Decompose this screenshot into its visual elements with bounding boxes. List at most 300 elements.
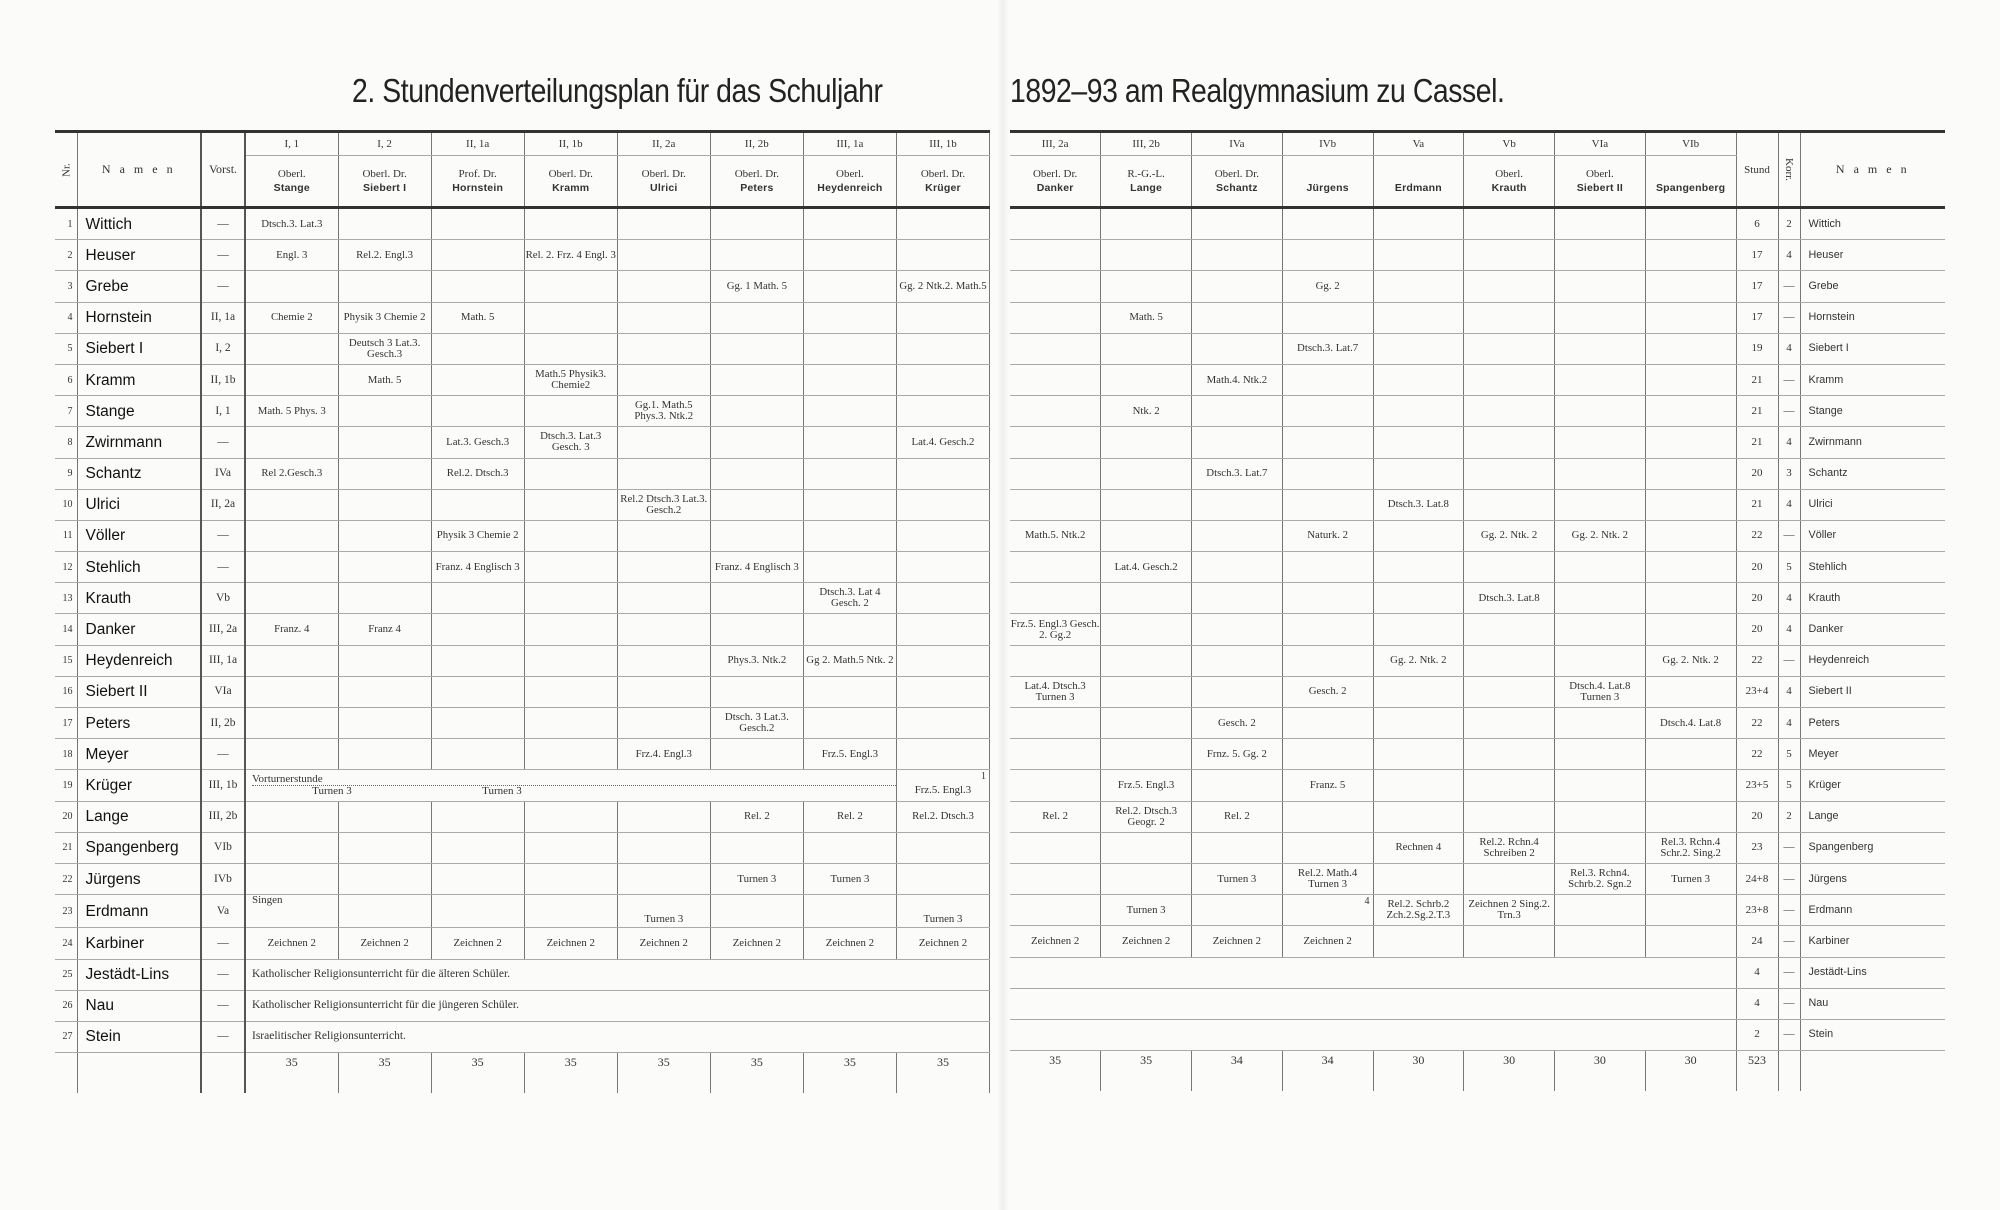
schedule-cell: Rel.2. Dtsch.3 Geogr. 2 bbox=[1101, 801, 1192, 832]
total-cell: 35 bbox=[803, 1053, 896, 1094]
class-header: II, 1a bbox=[431, 132, 524, 156]
teacher-name-cell-right: Jestädt-Lins bbox=[1800, 957, 1945, 988]
schedule-cell bbox=[1373, 801, 1464, 832]
schedule-cell bbox=[524, 676, 617, 707]
schedule-cell bbox=[803, 614, 896, 645]
teacher-title: Oberl. Dr. bbox=[1032, 168, 1078, 180]
schedule-cell bbox=[1101, 458, 1192, 489]
schedule-cell bbox=[1010, 832, 1101, 863]
row-number: 18 bbox=[55, 739, 77, 770]
schedule-cell-text: Zeichnen 2 Sing.2. Trn.3 bbox=[1468, 898, 1550, 922]
total-stunden: 523 bbox=[1736, 1051, 1778, 1092]
schedule-cell bbox=[1192, 427, 1283, 458]
row-number: 25 bbox=[55, 959, 77, 990]
schedule-cell bbox=[1010, 645, 1101, 676]
korr-cell: 2 bbox=[1778, 801, 1800, 832]
schedule-cell: Zeichnen 2 bbox=[896, 928, 989, 959]
schedule-cell bbox=[617, 614, 710, 645]
table-row bbox=[1010, 614, 1945, 645]
schedule-cell bbox=[617, 863, 710, 894]
totals-row bbox=[1010, 1051, 1945, 1092]
schedule-cell: Rel.2. Dtsch.3 bbox=[896, 801, 989, 832]
turnen-pair bbox=[252, 786, 896, 797]
schedule-cell: Frz.5. Engl.3 bbox=[1101, 770, 1192, 801]
schedule-cell bbox=[1282, 396, 1373, 427]
schedule-cell bbox=[617, 832, 710, 863]
teacher-name-cell: Krüger bbox=[77, 770, 201, 801]
schedule-cell bbox=[1373, 240, 1464, 271]
schedule-cell bbox=[1282, 708, 1373, 739]
schedule-cell bbox=[524, 333, 617, 364]
schedule-cell: Physik 3 Chemie 2 bbox=[431, 520, 524, 551]
schedule-cell bbox=[710, 208, 803, 240]
teacher-header bbox=[1464, 156, 1555, 208]
teacher-title: Oberl. bbox=[836, 168, 864, 180]
class-header: Va bbox=[1373, 132, 1464, 156]
table-row bbox=[1010, 520, 1945, 551]
schedule-cell bbox=[1645, 427, 1736, 458]
totals-row bbox=[55, 1053, 990, 1094]
table-row bbox=[55, 1021, 990, 1052]
schedule-cell bbox=[338, 708, 431, 739]
teacher-name-cell: Meyer bbox=[77, 739, 201, 770]
korr-cell: — bbox=[1778, 396, 1800, 427]
schedule-cell bbox=[896, 645, 989, 676]
schedule-cell bbox=[617, 302, 710, 333]
schedule-cell: Zeichnen 2 bbox=[338, 928, 431, 959]
stunden-cell: 22 bbox=[1736, 645, 1778, 676]
vorstand-cell: Vb bbox=[201, 583, 245, 614]
schedule-cell bbox=[338, 863, 431, 894]
header-nr: Nr. bbox=[55, 132, 77, 208]
row-number: 19 bbox=[55, 770, 77, 801]
header-namen-right: N a m e n bbox=[1800, 132, 1945, 208]
schedule-cell bbox=[896, 832, 989, 863]
wide-note-cont bbox=[1010, 957, 1736, 988]
vorstand-cell: III, 1b bbox=[201, 770, 245, 801]
schedule-cell: Dtsch.3. Lat.7 bbox=[1282, 333, 1373, 364]
schedule-cell bbox=[1555, 645, 1646, 676]
schedule-cell bbox=[617, 458, 710, 489]
schedule-cell: Rel.2. Dtsch.3 bbox=[431, 458, 524, 489]
row-number: 13 bbox=[55, 583, 77, 614]
schedule-cell bbox=[1192, 770, 1283, 801]
table-row bbox=[55, 990, 990, 1021]
teacher-name-cell-right: Krüger bbox=[1800, 770, 1945, 801]
schedule-cell bbox=[1101, 271, 1192, 302]
schedule-cell: Chemie 2 bbox=[245, 302, 338, 333]
vorstand-cell: III, 2a bbox=[201, 614, 245, 645]
teacher-name-cell-right: Danker bbox=[1800, 614, 1945, 645]
schedule-cell bbox=[710, 614, 803, 645]
page-fold bbox=[997, 0, 1009, 1210]
schedule-cell: Frz.5. Engl.3 bbox=[803, 739, 896, 770]
teacher-name-cell: Jestädt-Lins bbox=[77, 959, 201, 990]
vorstand-cell: — bbox=[201, 959, 245, 990]
schedule-cell: Dtsch.3. Lat.3 bbox=[245, 208, 338, 240]
schedule-cell bbox=[710, 364, 803, 395]
schedule-cell bbox=[1101, 614, 1192, 645]
schedule-cell bbox=[617, 333, 710, 364]
schedule-cell: Turnen 3 bbox=[803, 863, 896, 894]
schedule-cell: Turnen 3 bbox=[1645, 863, 1736, 894]
schedule-cell bbox=[803, 676, 896, 707]
total-cell: 35 bbox=[896, 1053, 989, 1094]
teacher-name-cell: Stehlich bbox=[77, 552, 201, 583]
table-row bbox=[55, 552, 990, 583]
teacher-header bbox=[1373, 156, 1464, 208]
schedule-cell bbox=[710, 302, 803, 333]
vorstand-cell: II, 1a bbox=[201, 302, 245, 333]
schedule-cell bbox=[803, 520, 896, 551]
schedule-cell bbox=[1555, 364, 1646, 395]
schedule-cell: Gg. 2. Ntk. 2 bbox=[1555, 520, 1646, 551]
schedule-cell bbox=[1192, 208, 1283, 240]
teacher-header bbox=[1555, 156, 1646, 208]
schedule-cell bbox=[1101, 863, 1192, 894]
schedule-cell bbox=[896, 863, 989, 894]
teacher-header bbox=[431, 156, 524, 208]
korr-cell: 4 bbox=[1778, 708, 1800, 739]
row-number: 27 bbox=[55, 1021, 77, 1052]
schedule-cell bbox=[1464, 208, 1555, 240]
schedule-cell bbox=[1010, 396, 1101, 427]
teacher-header bbox=[1645, 156, 1736, 208]
schedule-cell bbox=[245, 520, 338, 551]
schedule-cell bbox=[1373, 271, 1464, 302]
schedule-cell bbox=[710, 427, 803, 458]
schedule-cell bbox=[1555, 333, 1646, 364]
schedule-cell: Zeichnen 2 bbox=[803, 928, 896, 959]
schedule-cell bbox=[1192, 552, 1283, 583]
schedule-cell bbox=[1464, 396, 1555, 427]
schedule-cell bbox=[1555, 458, 1646, 489]
teacher-header bbox=[1192, 156, 1283, 208]
korr-cell: — bbox=[1778, 926, 1800, 957]
row-number: 26 bbox=[55, 990, 77, 1021]
table-row bbox=[55, 427, 990, 458]
teacher-name-cell: Karbiner bbox=[77, 928, 201, 959]
schedule-cell: Lat.4. Gesch.2 bbox=[1101, 552, 1192, 583]
schedule-cell: Rel.2. Engl.3 bbox=[338, 240, 431, 271]
schedule-cell bbox=[245, 552, 338, 583]
vorstand-cell: — bbox=[201, 520, 245, 551]
schedule-cell-text: Turnen 3 bbox=[644, 913, 684, 926]
row-number: 16 bbox=[55, 676, 77, 707]
teacher-name-cell: Stein bbox=[77, 1021, 201, 1052]
schedule-cell bbox=[1192, 271, 1283, 302]
table-row bbox=[1010, 208, 1945, 240]
singen-label: Singen bbox=[252, 894, 283, 907]
schedule-cell bbox=[1282, 552, 1373, 583]
schedule-cell bbox=[1645, 458, 1736, 489]
teacher-name: Danker bbox=[1036, 182, 1074, 194]
schedule-cell: Math. 5 bbox=[431, 302, 524, 333]
row-number: 4 bbox=[55, 302, 77, 333]
schedule-cell bbox=[1464, 427, 1555, 458]
schedule-cell: Gg. 2 Ntk.2. Math.5 bbox=[896, 271, 989, 302]
schedule-cell bbox=[710, 832, 803, 863]
schedule-cell: Rel. 2 bbox=[710, 801, 803, 832]
row-number: 21 bbox=[55, 832, 77, 863]
schedule-cell: Gg. 2. Ntk. 2 bbox=[1464, 520, 1555, 551]
schedule-cell: Rel.3. Rchn.4 Schr.2. Sing.2 bbox=[1645, 832, 1736, 863]
schedule-cell bbox=[617, 427, 710, 458]
teacher-name-cell-right: Hornstein bbox=[1800, 302, 1945, 333]
teacher-name-cell: Schantz bbox=[77, 458, 201, 489]
teacher-header bbox=[1101, 156, 1192, 208]
teacher-name-cell: Siebert I bbox=[77, 333, 201, 364]
teacher-name: Stange bbox=[273, 182, 310, 194]
teacher-name-cell-right: Meyer bbox=[1800, 739, 1945, 770]
stunden-cell: 4 bbox=[1736, 957, 1778, 988]
schedule-cell bbox=[1645, 895, 1736, 926]
row-number: 12 bbox=[55, 552, 77, 583]
teacher-title: Oberl. Dr. bbox=[641, 168, 686, 180]
row-number: 6 bbox=[55, 364, 77, 395]
teacher-title: Oberl. Dr. bbox=[1214, 168, 1260, 180]
schedule-cell bbox=[803, 552, 896, 583]
schedule-cell bbox=[1101, 583, 1192, 614]
schedule-cell bbox=[338, 583, 431, 614]
schedule-cell bbox=[524, 302, 617, 333]
table-row bbox=[55, 489, 990, 520]
table-row bbox=[1010, 1019, 1945, 1050]
schedule-table-left bbox=[55, 130, 990, 1093]
schedule-cell bbox=[1192, 832, 1283, 863]
schedule-cell bbox=[1101, 489, 1192, 520]
schedule-cell bbox=[1101, 645, 1192, 676]
class-header: II, 2a bbox=[617, 132, 710, 156]
total-cell: 35 bbox=[1010, 1051, 1101, 1092]
table-row bbox=[55, 271, 990, 302]
schedule-cell bbox=[338, 489, 431, 520]
schedule-cell bbox=[1555, 302, 1646, 333]
schedule-cell bbox=[524, 520, 617, 551]
schedule-cell bbox=[1464, 552, 1555, 583]
schedule-cell bbox=[1645, 583, 1736, 614]
teacher-name: Erdmann bbox=[1394, 182, 1442, 194]
row-number: 24 bbox=[55, 928, 77, 959]
schedule-cell bbox=[1192, 489, 1283, 520]
schedule-cell bbox=[1645, 240, 1736, 271]
teacher-name-cell-right: Stein bbox=[1800, 1019, 1945, 1050]
schedule-cell bbox=[617, 520, 710, 551]
table-row bbox=[55, 583, 990, 614]
schedule-cell bbox=[1010, 895, 1101, 926]
schedule-cell bbox=[524, 645, 617, 676]
teacher-name-cell-right: Ulrici bbox=[1800, 489, 1945, 520]
teacher-header bbox=[896, 156, 989, 208]
schedule-cell bbox=[1101, 739, 1192, 770]
schedule-cell bbox=[338, 801, 431, 832]
vorstand-cell: I, 1 bbox=[201, 396, 245, 427]
title-right: 1892–93 am Realgymnasium zu Cassel. bbox=[1010, 72, 1505, 109]
schedule-cell bbox=[524, 208, 617, 240]
schedule-cell bbox=[431, 208, 524, 240]
schedule-cell bbox=[431, 583, 524, 614]
schedule-cell bbox=[524, 396, 617, 427]
schedule-cell bbox=[1645, 676, 1736, 707]
schedule-cell bbox=[1464, 863, 1555, 894]
schedule-cell: Rel.2. Math.4 Turnen 3 bbox=[1282, 863, 1373, 894]
teacher-name-cell-right: Spangenberg bbox=[1800, 832, 1945, 863]
schedule-cell bbox=[617, 676, 710, 707]
schedule-cell bbox=[1645, 302, 1736, 333]
schedule-cell bbox=[1645, 552, 1736, 583]
schedule-cell: Gg. 2 bbox=[1282, 271, 1373, 302]
row-number: 7 bbox=[55, 396, 77, 427]
teacher-name-cell-right: Lange bbox=[1800, 801, 1945, 832]
schedule-cell bbox=[1555, 708, 1646, 739]
teacher-name-cell-right: Völler bbox=[1800, 520, 1945, 551]
schedule-cell: Math. 5 Phys. 3 bbox=[245, 396, 338, 427]
teacher-name: Schantz bbox=[1216, 182, 1258, 194]
korr-cell: 3 bbox=[1778, 458, 1800, 489]
class-header: I, 1 bbox=[245, 132, 338, 156]
schedule-cell bbox=[1464, 708, 1555, 739]
schedule-cell bbox=[1464, 271, 1555, 302]
class-header: III, 2b bbox=[1101, 132, 1192, 156]
total-cell: 30 bbox=[1555, 1051, 1646, 1092]
schedule-cell bbox=[803, 396, 896, 427]
teacher-name-cell: Siebert II bbox=[77, 676, 201, 707]
table-row bbox=[55, 863, 990, 894]
teacher-name-cell-right: Erdmann bbox=[1800, 895, 1945, 926]
table-row bbox=[55, 928, 990, 959]
schedule-cell: Dtsch.4. Lat.8 bbox=[1645, 708, 1736, 739]
schedule-cell: Dtsch.3. Lat.8 bbox=[1373, 489, 1464, 520]
vorstand-cell: II, 1b bbox=[201, 364, 245, 395]
stunden-cell: 23+4 bbox=[1736, 676, 1778, 707]
teacher-name-cell-right: Krauth bbox=[1800, 583, 1945, 614]
totals-blank bbox=[1800, 1051, 1945, 1092]
table-row bbox=[1010, 645, 1945, 676]
teacher-title: Oberl. bbox=[277, 168, 306, 180]
schedule-cell: Dtsch.3. Lat.3 Gesch. 3 bbox=[524, 427, 617, 458]
stunden-cell: 22 bbox=[1736, 708, 1778, 739]
schedule-cell bbox=[1010, 208, 1101, 240]
class-header: Vb bbox=[1464, 132, 1555, 156]
stunden-cell: 20 bbox=[1736, 458, 1778, 489]
schedule-cell: Franz. 4 Englisch 3 bbox=[431, 552, 524, 583]
teacher-name: Kramm bbox=[552, 182, 590, 194]
schedule-cell bbox=[431, 832, 524, 863]
table-row bbox=[1010, 364, 1945, 395]
schedule-cell bbox=[1010, 240, 1101, 271]
schedule-cell bbox=[1192, 676, 1283, 707]
korr-cell: 5 bbox=[1778, 770, 1800, 801]
korr-cell: 4 bbox=[1778, 489, 1800, 520]
schedule-cell bbox=[245, 489, 338, 520]
schedule-cell bbox=[1555, 396, 1646, 427]
schedule-cell bbox=[431, 708, 524, 739]
schedule-cell bbox=[1010, 489, 1101, 520]
teacher-name-cell: Heuser bbox=[77, 240, 201, 271]
table-row bbox=[1010, 676, 1945, 707]
schedule-cell bbox=[896, 676, 989, 707]
schedule-cell bbox=[1010, 364, 1101, 395]
teacher-header bbox=[524, 156, 617, 208]
schedule-cell bbox=[1645, 739, 1736, 770]
schedule-cell: Gg. 2. Ntk. 2 bbox=[1645, 645, 1736, 676]
schedule-cell: Lat.4. Gesch.2 bbox=[896, 427, 989, 458]
schedule-cell: Dtsch. 3 Lat.3. Gesch.2 bbox=[710, 708, 803, 739]
total-cell: 35 bbox=[245, 1053, 338, 1094]
schedule-cell-text: Rel.2. Schrb.2 Zch.2.Sg.2.T.3 bbox=[1386, 898, 1451, 922]
schedule-cell bbox=[1282, 895, 1373, 926]
teacher-name: Siebert I bbox=[362, 182, 407, 194]
teacher-title: Oberl. Dr. bbox=[362, 168, 407, 180]
schedule-cell bbox=[1010, 863, 1101, 894]
teacher-name-cell-right: Jürgens bbox=[1800, 863, 1945, 894]
teacher-name-cell: Hornstein bbox=[77, 302, 201, 333]
schedule-cell bbox=[1555, 832, 1646, 863]
schedule-cell bbox=[431, 863, 524, 894]
schedule-cell: Dtsch.3. Lat 4 Gesch. 2 bbox=[803, 583, 896, 614]
row-number: 17 bbox=[55, 708, 77, 739]
stunden-cell: 21 bbox=[1736, 364, 1778, 395]
schedule-cell bbox=[1010, 333, 1101, 364]
stunden-cell: 23+5 bbox=[1736, 770, 1778, 801]
schedule-cell bbox=[1373, 770, 1464, 801]
schedule-cell bbox=[1373, 458, 1464, 489]
schedule-cell bbox=[245, 895, 338, 928]
schedule-cell bbox=[1645, 396, 1736, 427]
schedule-cell: Zeichnen 2 bbox=[524, 928, 617, 959]
schedule-cell bbox=[803, 208, 896, 240]
schedule-cell bbox=[524, 614, 617, 645]
row-number: 23 bbox=[55, 895, 77, 928]
vorstand-cell: II, 2a bbox=[201, 489, 245, 520]
schedule-cell bbox=[1282, 489, 1373, 520]
teacher-name-cell-right: Wittich bbox=[1800, 208, 1945, 240]
table-row bbox=[1010, 489, 1945, 520]
schedule-cell bbox=[1192, 302, 1283, 333]
schedule-cell bbox=[1645, 520, 1736, 551]
schedule-cell: Rel.2. Rchn.4 Schreiben 2 bbox=[1464, 832, 1555, 863]
schedule-cell: Frz.5. Engl.3 Gesch. 2. Gg.2 bbox=[1010, 614, 1101, 645]
schedule-cell bbox=[1555, 208, 1646, 240]
schedule-cell bbox=[1010, 739, 1101, 770]
teacher-name: Heydenreich bbox=[817, 182, 883, 194]
schedule-cell bbox=[1555, 895, 1646, 926]
total-cell: 35 bbox=[617, 1053, 710, 1094]
schedule-cell bbox=[1464, 364, 1555, 395]
stunden-cell: 21 bbox=[1736, 427, 1778, 458]
schedule-cell bbox=[896, 208, 989, 240]
teacher-name-cell: Lange bbox=[77, 801, 201, 832]
schedule-cell: Rel. 2. Frz. 4 Engl. 3 bbox=[524, 240, 617, 271]
turnen-b: Turnen 3 bbox=[482, 784, 522, 797]
stunden-cell: 4 bbox=[1736, 988, 1778, 1019]
schedule-cell bbox=[245, 739, 338, 770]
korr-cell: — bbox=[1778, 520, 1800, 551]
schedule-cell bbox=[1101, 520, 1192, 551]
total-cell: 35 bbox=[338, 1053, 431, 1094]
stunden-cell: 17 bbox=[1736, 302, 1778, 333]
schedule-cell bbox=[524, 583, 617, 614]
schedule-cell bbox=[431, 396, 524, 427]
schedule-cell bbox=[1282, 645, 1373, 676]
schedule-cell bbox=[1373, 302, 1464, 333]
teacher-name-cell: Nau bbox=[77, 990, 201, 1021]
table-row bbox=[1010, 583, 1945, 614]
vorstand-cell: — bbox=[201, 427, 245, 458]
class-header: II, 1b bbox=[524, 132, 617, 156]
korr-cell: — bbox=[1778, 1019, 1800, 1050]
schedule-cell: Franz 4 bbox=[338, 614, 431, 645]
